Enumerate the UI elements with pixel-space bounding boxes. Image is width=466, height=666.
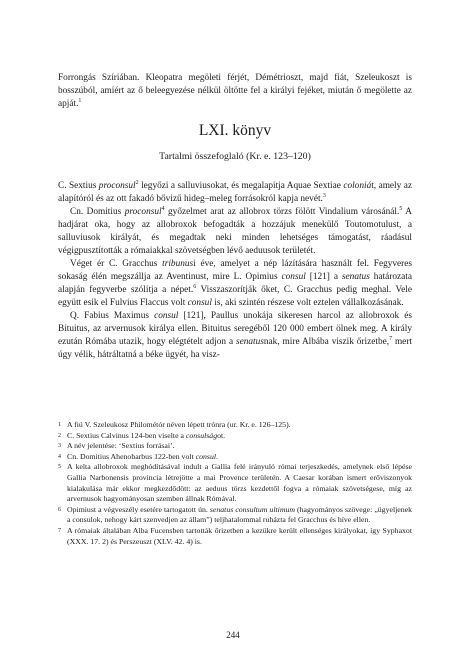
paragraph-3: Véget ér C. Gracchus tribunusi éve, amelyet a nép lázítására használt fel. Fegyveres sokaság élén megszállja az Aventinust, mire L. Opimius consul [121] a senatus határozata alapján fegyverbe szólítja a népet.$^6$ Visszaszorítják őket, C. Gracchus pedig meghal. Vele együtt esik el Fulvius Flaccus volt consul is, aki szintén részese volt eztelen vállalkozásának. xyxy=(58,259,412,308)
book-title: LXI. könyv xyxy=(198,122,272,139)
footnote-ref-7: 7 xyxy=(389,335,393,342)
footnote-2: 2 C. Sextius Calvinus 124-ben viselte a consulságot. xyxy=(58,430,226,440)
footnote-ref-6: 6 xyxy=(193,283,197,290)
footnote-ref-2: 2 xyxy=(135,179,139,186)
footnote-ref-4: 4 xyxy=(161,206,165,213)
footnote-1: 1 A fiú V. Szeleukosz Philométór néven lépett trónra (ur. Kr. e. 126–125). xyxy=(58,420,291,429)
summary-body xyxy=(58,180,412,362)
footnote-3: 3 A név jelentése: ‘Sextius forrásai’. xyxy=(58,441,175,451)
footnote-7: 7 A rómaiak általában Alba Fucensben tartották őrizetben a kezükre került ellenséges királyokat, így Syphaxot (XXX. 17. 2) és Perszeuszt (XLV. 42. 4) is. xyxy=(58,525,412,546)
footnotes xyxy=(58,420,412,547)
intro-text: Forrongás Szíriában. Kleopatra megöleti férjét, Démétrioszt, majd fiát, Szeleukoszt is bosszúból, amiért az ő beleegyezése nélkül öltötte fel a királyi fejéket, miután ő megölette az apját.$^1$ xyxy=(58,73,412,109)
footnote-ref-1: 1 xyxy=(78,97,82,104)
page-number: 244 xyxy=(226,630,240,640)
footnote-ref-5: 5 xyxy=(399,206,403,213)
paragraph-2: Cn. Domitius proconsul$^4$ győzelmet arat az allobrox törzs fölött Vindalium városánál.$^5$ A hadjárat oka, hogy az allobroxok befogadták a hozzájuk menekülő Toutomotulust, a salluviusok királyát, és megadtak neki minden lehetséges támogatást, ráadásul végigpusztították a rómaiakkal szövetségben lévő aeduusok területét. xyxy=(58,206,413,256)
summary-subtitle: Tartalmi összefoglaló (Kr. e. 123–120) xyxy=(159,151,311,162)
paragraph-1: C. Sextius proconsul$^2$ legyőzi a salluviusokat, és megalapítja Aquae Sextiae coloniát, amely az alapítóról és az ott fakadó bővizű hideg–meleg forrásokról kapja nevét.$^3$ xyxy=(58,179,412,204)
footnote-6: 6 Opimiust a végveszély esetére tartogatott ún. senatus consultum ultimum (hagyományos szövege: „ügyeljenek a consulok, nehogy kárt szenvedjen az állam”) teljhatalommal ruházta fel Gracchus és híve ellen. xyxy=(58,504,412,525)
paragraph-4: Q. Fabius Maximus consul [121], Paullus unokája sikeresen harcol az allobroxok és Bituitus, az arvernusok királya ellen. Bituitus seregéből 120 000 embert ölnek meg. A király ezután Rómába utazik, hogy elégtételt adjon a senatusnak, mire Albába viszik őrizetbe,$^7$ mert úgy vélik, hátráltatná a béke ügyét, ha visz- xyxy=(58,311,412,360)
intro-paragraph xyxy=(58,72,412,111)
footnote-4: 4 Cn. Domitius Ahenobarbus 122-ben volt consul. xyxy=(58,451,218,461)
footnote-ref-3: 3 xyxy=(322,192,326,199)
footnote-5: 5 A kelta allobroxok meghódításával indult a Gallia felé irányuló római terjeszkedés, amelynek első lépése Gallia Narbonensis provincia létrejötte a mai Provence területén. A Caesar korában ismert erőviszonyok kialakulása már ekkor megkezdődött: az aeduus törzs kezdettől fogva a rómaiak szövetségese, míg az arvernusok hagyományosan szemben állnak Rómával. xyxy=(58,462,412,504)
